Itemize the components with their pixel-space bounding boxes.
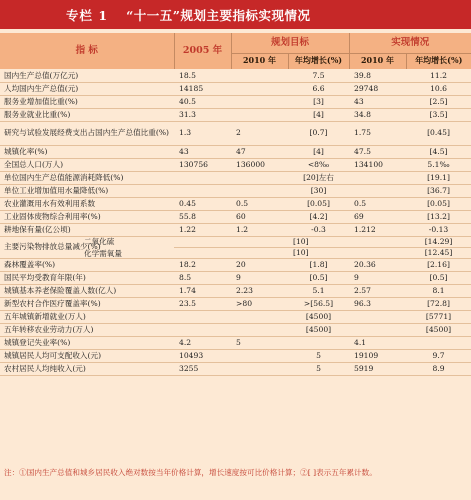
table-body-bottom — [0, 258, 471, 375]
row-actual-growth: -0.13 — [406, 223, 471, 236]
row-target-growth: [1.8] — [288, 258, 349, 271]
row-2005: 18.2 — [174, 258, 231, 271]
table-title: “十一五”规划主要指标实现情况 — [126, 7, 311, 23]
table-row — [0, 82, 471, 95]
row-name: 人均国内生产总值(元) — [0, 82, 174, 95]
pollutant-sub1-actual: [14.29] — [406, 236, 471, 247]
row-target-2010 — [231, 362, 288, 375]
row-name: 城镇登记失业率(%) — [0, 336, 174, 349]
pollutant-sub1-target: [10] — [288, 236, 349, 247]
row-target-growth: [4] — [288, 145, 349, 158]
row-actual-2010: 5919 — [349, 362, 406, 375]
row-2005: 18.5 — [174, 69, 231, 82]
row-target-growth: [0.7] — [288, 121, 349, 145]
table-row — [0, 95, 471, 108]
row-target-2010: 136000 — [231, 158, 288, 171]
row-actual-growth: [2.5] — [406, 95, 471, 108]
row-name: 研究与试验发展经费支出占国内生产总值比重(%) — [0, 121, 174, 145]
row-target-growth: -0.3 — [288, 223, 349, 236]
row-name: 单位国内生产总值能源消耗降低(%) — [0, 171, 174, 184]
row-actual-2010: 96.3 — [349, 297, 406, 310]
row-actual-growth: [72.8] — [406, 297, 471, 310]
pollutant-sub2-actual: [12.45] — [406, 247, 471, 258]
row-target-growth: [3] — [288, 95, 349, 108]
row-target-growth: [30] — [288, 184, 349, 197]
row-target-2010 — [231, 349, 288, 362]
row-target-2010 — [231, 95, 288, 108]
row-target-2010: 60 — [231, 210, 288, 223]
row-target-growth — [288, 336, 349, 349]
row-target-growth: [4500] — [288, 323, 349, 336]
row-actual-2010: 43 — [349, 95, 406, 108]
row-target-growth: [0.05] — [288, 197, 349, 210]
row-actual-growth: [13.2] — [406, 210, 471, 223]
table-row — [0, 197, 471, 210]
row-actual-growth: [0.45] — [406, 121, 471, 145]
row-name: 耕地保有量(亿公顷) — [0, 223, 174, 236]
row-2005 — [174, 323, 231, 336]
row-name: 国内生产总值(万亿元) — [0, 69, 174, 82]
row-actual-2010: 69 — [349, 210, 406, 223]
indicator-table — [0, 33, 471, 376]
row-target-2010: 2 — [231, 121, 288, 145]
row-2005 — [174, 310, 231, 323]
row-name: 五年城镇新增就业(万人) — [0, 310, 174, 323]
row-actual-2010: 47.5 — [349, 145, 406, 158]
row-actual-2010: 0.5 — [349, 197, 406, 210]
row-name: 城镇化率(%) — [0, 145, 174, 158]
row-actual-growth — [406, 336, 471, 349]
row-actual-growth: [2.16] — [406, 258, 471, 271]
row-name: 森林覆盖率(%) — [0, 258, 174, 271]
table-row — [0, 171, 471, 184]
row-name: 服务业增加值比重(%) — [0, 95, 174, 108]
row-target-2010: 47 — [231, 145, 288, 158]
header-2005: 2005 年 — [174, 33, 231, 69]
row-actual-2010: 29748 — [349, 82, 406, 95]
row-actual-growth: 11.2 — [406, 69, 471, 82]
row-target-growth: [4.2] — [288, 210, 349, 223]
row-name: 农村居民人均纯收入(元) — [0, 362, 174, 375]
table-row — [0, 310, 471, 323]
table-row — [0, 236, 471, 247]
row-2005: 130756 — [174, 158, 231, 171]
row-target-2010: 2.23 — [231, 284, 288, 297]
row-actual-2010: 20.36 — [349, 258, 406, 271]
row-actual-2010: 134100 — [349, 158, 406, 171]
table-footnote: 注：①国内生产总值和城乡居民收入绝对数按当年价格计算，增长速度按可比价格计算；②[ ]表示五年累计数。 — [4, 468, 377, 477]
pollutant-group — [0, 236, 471, 258]
row-2005: 8.5 — [174, 271, 231, 284]
pollutant-name: 主要污染物排放总量减少(%) — [4, 242, 101, 252]
table-row — [0, 108, 471, 121]
row-2005: 23.5 — [174, 297, 231, 310]
header-target-growth: 年均增长(%) — [288, 53, 349, 69]
table-row — [0, 69, 471, 82]
row-target-2010: 5 — [231, 336, 288, 349]
header-target-group: 规划目标 — [231, 33, 349, 53]
row-name: 服务业就业比重(%) — [0, 108, 174, 121]
row-target-2010: 0.5 — [231, 197, 288, 210]
row-target-2010: 1.2 — [231, 223, 288, 236]
row-2005: 31.3 — [174, 108, 231, 121]
row-name: 全国总人口(万人) — [0, 158, 174, 171]
row-actual-growth: [4.5] — [406, 145, 471, 158]
row-name: 工业固体废物综合利用率(%) — [0, 210, 174, 223]
table-row — [0, 297, 471, 310]
row-2005: 1.74 — [174, 284, 231, 297]
row-actual-growth: [0.05] — [406, 197, 471, 210]
row-actual-2010 — [349, 171, 406, 184]
row-actual-growth: [36.7] — [406, 184, 471, 197]
table-title-bar — [0, 0, 471, 29]
header-actual-group: 实现情况 — [349, 33, 471, 53]
row-actual-2010: 19109 — [349, 349, 406, 362]
row-target-2010 — [231, 69, 288, 82]
row-target-2010: >80 — [231, 297, 288, 310]
row-2005: 1.3 — [174, 121, 231, 145]
pollutant-sub2-target: [10] — [288, 247, 349, 258]
table-row — [0, 223, 471, 236]
row-name: 新型农村合作医疗覆盖率(%) — [0, 297, 174, 310]
row-actual-growth: [4500] — [406, 323, 471, 336]
row-actual-growth: 9.7 — [406, 349, 471, 362]
table-body-top — [0, 69, 471, 236]
row-target-growth: 6.6 — [288, 82, 349, 95]
row-2005: 40.5 — [174, 95, 231, 108]
row-actual-growth: [19.1] — [406, 171, 471, 184]
row-2005: 43 — [174, 145, 231, 158]
row-name: 单位工业增加值用水量降低(%) — [0, 184, 174, 197]
row-2005: 55.8 — [174, 210, 231, 223]
row-actual-2010: 9 — [349, 271, 406, 284]
row-actual-2010: 4.1 — [349, 336, 406, 349]
row-target-growth: [0.5] — [288, 271, 349, 284]
row-actual-2010 — [349, 323, 406, 336]
row-actual-2010: 34.8 — [349, 108, 406, 121]
row-target-2010 — [231, 310, 288, 323]
table-row — [0, 258, 471, 271]
row-target-2010: 9 — [231, 271, 288, 284]
row-name: 农业灌溉用水有效利用系数 — [0, 197, 174, 210]
row-2005: 10493 — [174, 349, 231, 362]
row-target-2010 — [231, 171, 288, 184]
row-actual-2010: 39.8 — [349, 69, 406, 82]
row-name: 五年转移农业劳动力(万人) — [0, 323, 174, 336]
row-actual-2010: 2.57 — [349, 284, 406, 297]
row-target-growth: 5.1 — [288, 284, 349, 297]
row-actual-growth: 8.9 — [406, 362, 471, 375]
table-row — [0, 210, 471, 223]
row-actual-2010 — [349, 310, 406, 323]
row-actual-growth: [3.5] — [406, 108, 471, 121]
row-2005: 1.22 — [174, 223, 231, 236]
table-row — [0, 284, 471, 297]
table-row — [0, 158, 471, 171]
row-target-2010: 20 — [231, 258, 288, 271]
row-name: 城镇基本养老保险覆盖人数(亿人) — [0, 284, 174, 297]
row-2005: 3255 — [174, 362, 231, 375]
table-row — [0, 336, 471, 349]
row-2005: 4.2 — [174, 336, 231, 349]
table-row — [0, 145, 471, 158]
row-target-2010 — [231, 82, 288, 95]
table-row — [0, 271, 471, 284]
column-label: 专栏 1 — [66, 7, 109, 23]
row-actual-growth: 5.1‰ — [406, 158, 471, 171]
row-name: 城镇居民人均可支配收入(元) — [0, 349, 174, 362]
table-row — [0, 349, 471, 362]
row-target-growth: 5 — [288, 349, 349, 362]
row-target-2010 — [231, 323, 288, 336]
row-actual-growth: [0.5] — [406, 271, 471, 284]
row-actual-growth: 8.1 — [406, 284, 471, 297]
row-target-growth: <8‰ — [288, 158, 349, 171]
table-row — [0, 362, 471, 375]
row-2005: 0.45 — [174, 197, 231, 210]
table-row — [0, 323, 471, 336]
row-target-growth: >[56.5] — [288, 297, 349, 310]
row-actual-growth: 10.6 — [406, 82, 471, 95]
row-target-growth: 7.5 — [288, 69, 349, 82]
table-row — [0, 121, 471, 145]
row-2005: 14185 — [174, 82, 231, 95]
row-2005 — [174, 171, 231, 184]
header-target-2010: 2010 年 — [231, 53, 288, 69]
row-target-growth: [4] — [288, 108, 349, 121]
row-target-growth: [20]左右 — [288, 171, 349, 184]
row-target-growth: [4500] — [288, 310, 349, 323]
pollutant-sub2: 化学需氧量 — [84, 248, 122, 258]
header-actual-growth: 年均增长(%) — [406, 53, 471, 69]
row-target-growth: 5 — [288, 362, 349, 375]
header-actual-2010: 2010 年 — [349, 53, 406, 69]
row-target-2010 — [231, 184, 288, 197]
row-actual-2010: 1.212 — [349, 223, 406, 236]
row-2005 — [174, 184, 231, 197]
row-actual-growth: [5771] — [406, 310, 471, 323]
row-actual-2010: 1.75 — [349, 121, 406, 145]
row-name: 国民平均受教育年限(年) — [0, 271, 174, 284]
table-row — [0, 184, 471, 197]
row-target-2010 — [231, 108, 288, 121]
row-actual-2010 — [349, 184, 406, 197]
pollutant-sub1: 二氧化硫 — [84, 236, 115, 246]
header-indicator: 指 标 — [0, 33, 174, 69]
